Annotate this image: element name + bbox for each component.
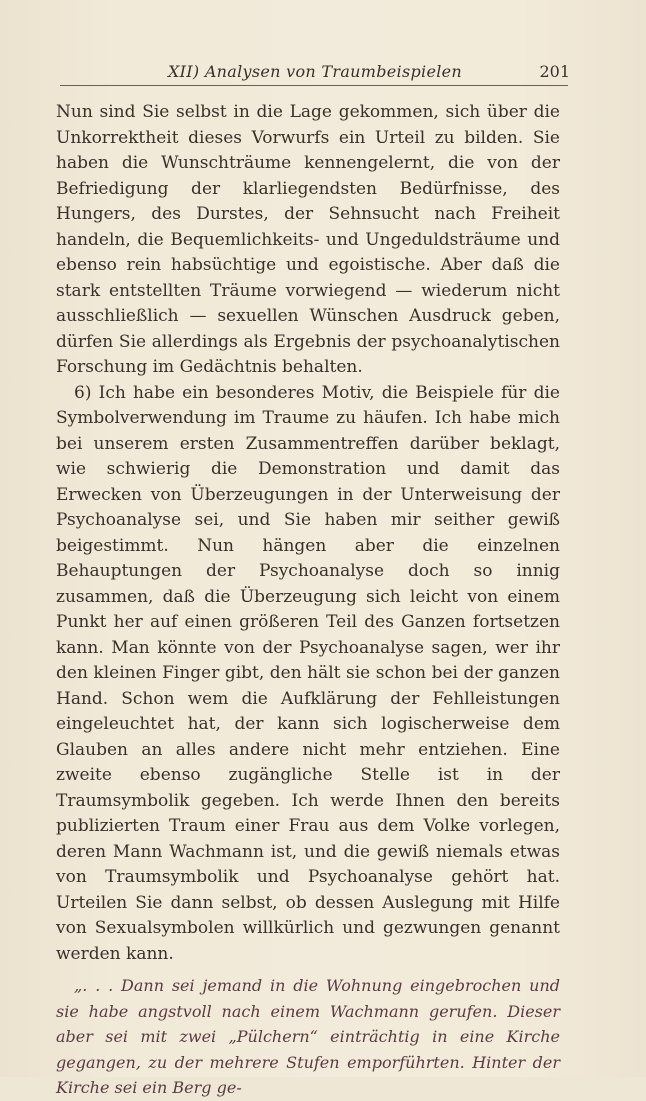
paragraph-2: 6) Ich habe ein besonderes Motiv, die Beispiele für die Symbolverwendung im Traume zu häufen. Ich habe mich bei unserem ersten Zusammentreffen darüber beklagt, wie schwierig die Demonstration und damit das Erwecken von Überzeugungen in der Unterweisung der Psychoanalyse sei, und Sie haben mir seither gewiß beigestimmt. Nun hängen aber die einzelnen Behauptungen der Psychoanalyse doch so innig zusammen, daß die Überzeugung sich leicht von einem Punkt her auf einen größeren Teil des Ganzen fortsetzen kann. Man könnte von der Psychoanalyse sagen, wer ihr den kleinen Finger gibt, den hält sie schon bei der ganzen Hand. Schon wem die Aufklärung der Fehlleistungen eingeleuchtet hat, der kann sich logischerweise dem Glauben an alles andere nicht mehr entziehen. Eine zweite ebenso zugängliche Stelle ist in der Traumsymbolik gegeben. Ich werde Ihnen den bereits publizierten Traum einer Frau aus dem Volke vorlegen, deren Mann Wachmann ist, und die gewiß niemals etwas von Traumsymbolik und Psychoanalyse gehört hat. Urteilen Sie dann selbst, ob dessen Auslegung mit Hilfe von Sexualsymbolen willkürlich und gezwungen genannt werden kann. [56,382,560,964]
running-header [60,56,570,88]
dream-quote: „. . . Dann sei jemand in die Wohnung eingebrochen und sie habe angstvoll nach einem Wachmann gerufen. Dieser aber sei mit zwei „Pülchern“ einträchtig in eine Kirche gegangen, zu der mehrere Stufen emporführten. Hinter der Kirche sei ein Berg ge- [56,976,560,1097]
page-number: 201 [539,62,570,81]
paragraph-1: Nun sind Sie selbst in die Lage gekommen, sich über die Unkorrektheit dieses Vorwurfs ein Urteil zu bilden. Sie haben die Wunschträume kennengelernt, die von der Befriedigung der klarliegendsten Bedürfnisse, des Hungers, des Durstes, der Sehnsucht nach Freiheit handeln, die Bequemlichkeits- und Ungeduldsträume und ebenso rein habsüchtige und egoistische. Aber daß die stark entstellten Träume vorwiegend — wiederum nicht ausschließlich — sexuellen Wünschen Ausdruck geben, dürfen Sie allerdings als Ergebnis der psychoanalytischen Forschung im Gedächtnis behalten. [56,102,560,377]
chapter-title: XII) Analysen von Traumbeispielen [167,62,463,81]
body-text [56,100,560,1101]
header-rule [60,85,568,86]
